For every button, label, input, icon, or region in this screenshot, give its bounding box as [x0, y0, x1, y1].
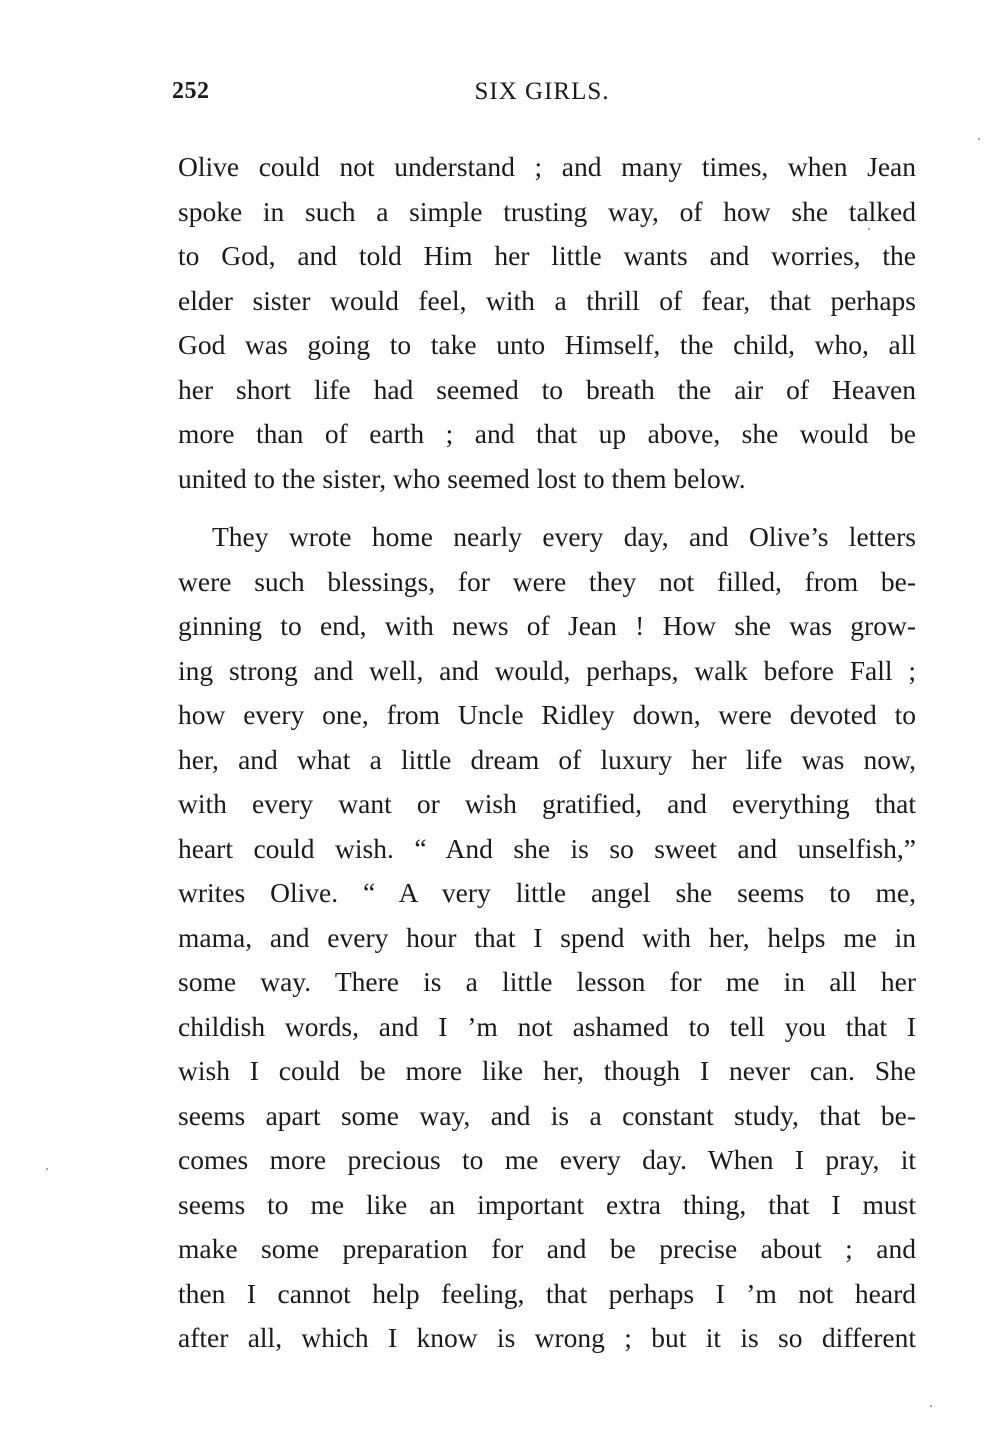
text-line: then I cannot help feeling, that perhaps I ’m not heard	[178, 1277, 916, 1309]
text-line: heart could wish. “ And she is so sweet and unselfish,”	[178, 832, 916, 864]
text-line: more than of earth ; and that up above, she would be	[178, 418, 916, 449]
scan-speck	[930, 1405, 932, 1407]
text-line: ginning to end, with news of Jean ! How she was grow-	[178, 610, 916, 641]
text-line: They wrote home nearly every day, and Olive’s letters	[212, 521, 916, 552]
text-line: were such blessings, for were they not filled, from be-	[178, 565, 916, 597]
text-line: her, and what a little dream of luxury her life was now,	[178, 743, 916, 775]
text-line: childish words, and I ’m not ashamed to tell you that I	[178, 1010, 916, 1042]
text-line: ing strong and well, and would, perhaps, walk before Fall ;	[178, 654, 916, 686]
text-line: some way. There is a little lesson for me in all her	[178, 966, 916, 997]
page-header	[172, 78, 912, 114]
scan-speck	[868, 228, 870, 230]
text-line: spoke in such a simple trusting way, of how she talked	[178, 195, 916, 227]
text-line: united to the sister, who seemed lost to them below.	[178, 462, 746, 494]
text-line: with every want or wish gratified, and everything that	[178, 788, 916, 819]
running-head: SIX GIRLS.	[474, 78, 610, 105]
body-text	[178, 145, 916, 1361]
text-line: her short life had seemed to breath the air of Heaven	[178, 373, 916, 405]
text-line: seems apart some way, and is a constant study, that be-	[178, 1099, 916, 1131]
text-line: God was going to take unto Himself, the child, who, all	[178, 329, 916, 360]
text-line: elder sister would feel, with a thrill of fear, that perhaps	[178, 284, 916, 316]
text-line: wish I could be more like her, though I never can. She	[178, 1055, 916, 1086]
text-line: seems to me like an important extra thing, that I must	[178, 1188, 916, 1220]
scan-speck	[978, 138, 980, 140]
paragraph-2	[178, 515, 916, 1361]
text-line: how every one, from Uncle Ridley down, were devoted to	[178, 699, 916, 730]
text-line: writes Olive. “ A very little angel she seems to me,	[178, 877, 916, 908]
scan-speck	[46, 1168, 48, 1170]
text-line: after all, which I know is wrong ; but it is so different	[178, 1322, 916, 1353]
text-line: mama, and every hour that I spend with her, helps me in	[178, 921, 916, 953]
page-number: 252	[172, 78, 210, 104]
text-line: make some preparation for and be precise about ; and	[178, 1233, 916, 1264]
paragraph-1	[178, 145, 916, 501]
text-line: Olive could not understand ; and many times, when Jean	[178, 151, 916, 182]
text-line: comes more precious to me every day. When I pray, it	[178, 1144, 916, 1175]
text-line: to God, and told Him her little wants and worries, the	[178, 240, 916, 271]
